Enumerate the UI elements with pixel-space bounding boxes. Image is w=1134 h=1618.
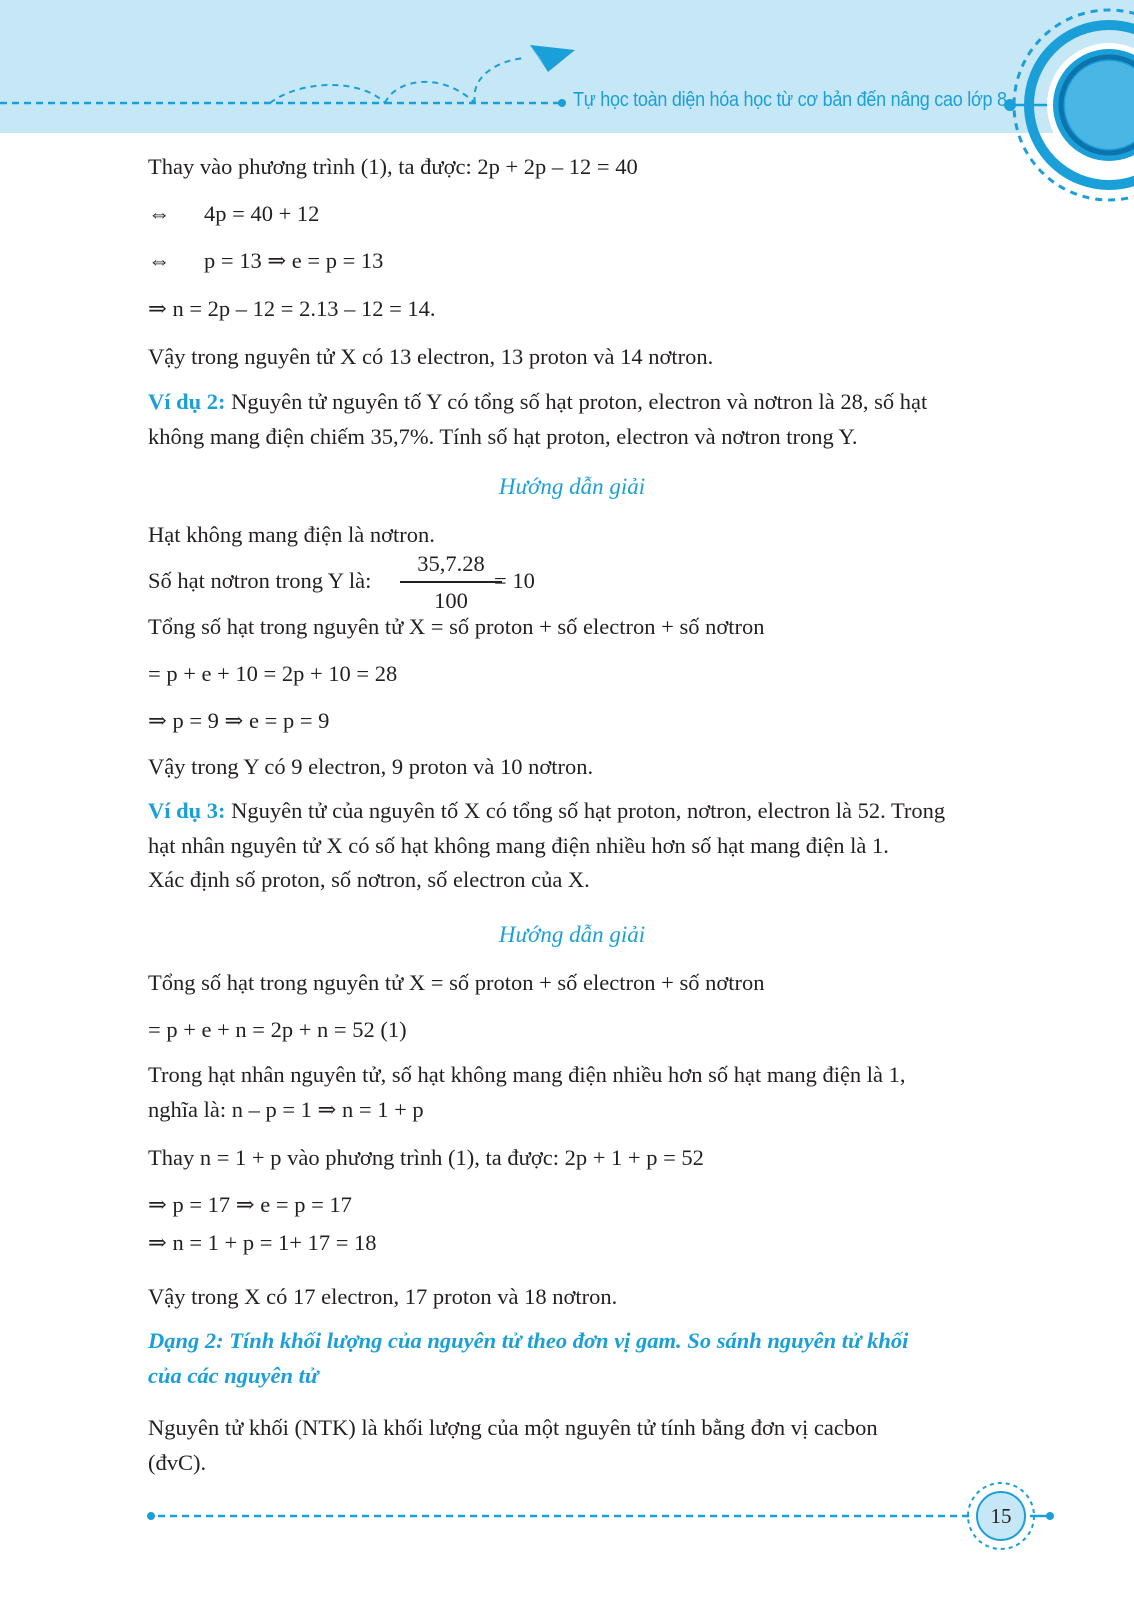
example-text: Nguyên tử nguyên tố Y có tổng số hạt proton, electron và nơtron là 28, số hạt — [225, 389, 928, 414]
equation-line: = p + e + n = 2p + n = 52 (1) — [148, 1017, 407, 1042]
running-header-title: Tự học toàn diện hóa học từ cơ bản đến nâng cao lớp 8 — [573, 89, 1007, 111]
text-paragraph — [148, 1411, 1005, 1480]
equivalence-symbol: ⇔ — [148, 201, 171, 226]
fraction-denominator: 100 — [434, 587, 468, 613]
example-label: Ví dụ 2: — [148, 389, 226, 414]
equation-line: ⇒ n = 1 + p = 1+ 17 = 18 — [148, 1230, 377, 1255]
fraction-result: = 10 — [494, 568, 535, 593]
section-heading-line: của các nguyên tử — [148, 1362, 319, 1388]
equation-line: = p + e + 10 = 2p + 10 = 28 — [148, 661, 398, 686]
equation-text: 4p = 40 + 12 — [204, 201, 320, 226]
text-line: Số hạt nơtron trong Y là: — [148, 568, 372, 593]
conclusion-line: Vậy trong nguyên tử X có 13 electron, 13 proton và 14 nơtron. — [148, 344, 714, 369]
text-line: Thay vào phương trình (1), ta được: 2p + 2p – 12 = 40 — [148, 154, 638, 179]
text-line: Thay n = 1 + p vào phương trình (1), ta được: 2p + 1 + p = 52 — [148, 1145, 704, 1170]
paragraph-line: Trong hạt nhân nguyên tử, số hạt không mang điện nhiều hơn số hạt mang điện là 1, — [148, 1062, 906, 1087]
example-3 — [148, 794, 1005, 898]
text-paragraph — [148, 1058, 1005, 1127]
paper-plane-icon — [530, 45, 575, 72]
conclusion-line: Vậy trong Y có 9 electron, 9 proton và 10 nơtron. — [148, 754, 594, 779]
page-number: 15 — [976, 1491, 1026, 1541]
equation-line — [148, 197, 319, 231]
equation-text: p = 13 ⇒ e = p = 13 — [204, 248, 384, 273]
solution-guide-heading: Hướng dẫn giải — [498, 922, 646, 947]
text-line: Tổng số hạt trong nguyên tử X = số proton + số electron + số nơtron — [148, 970, 765, 995]
example-label: Ví dụ 3: — [148, 798, 226, 823]
text-line: Tổng số hạt trong nguyên tử X = số proton + số electron + số nơtron — [148, 614, 765, 639]
fraction-bar — [400, 581, 502, 583]
section-heading-line: Dạng 2: Tính khối lượng của nguyên tử theo đơn vị gam. So sánh nguyên tử khối — [148, 1328, 909, 1353]
fraction — [400, 548, 502, 617]
paragraph-line: nghĩa là: n – p = 1 ⇒ n = 1 + p — [148, 1096, 424, 1122]
example-text: hạt nhân nguyên tử X có số hạt không mang điện nhiều hơn số hạt mang điện là 1. — [148, 832, 889, 858]
example-text: Xác định số proton, số nơtron, số electron của X. — [148, 867, 590, 892]
solution-guide-heading: Hướng dẫn giải — [498, 474, 646, 499]
section-heading — [148, 1324, 1005, 1393]
paragraph-line: Nguyên tử khối (NTK) là khối lượng của một nguyên tử tính bằng đơn vị cacbon — [148, 1415, 878, 1440]
equivalence-symbol: ⇔ — [148, 248, 171, 273]
example-text: không mang điện chiếm 35,7%. Tính số hạt proton, electron và nơtron trong Y. — [148, 423, 858, 449]
circle-target-icon — [1014, 10, 1134, 200]
equation-line: ⇒ n = 2p – 12 = 2.13 – 12 = 14. — [148, 296, 436, 321]
example-text: Nguyên tử của nguyên tố X có tổng số hạt proton, nơtron, electron là 52. Trong — [225, 798, 946, 823]
equation-line: ⇒ p = 17 ⇒ e = p = 17 — [148, 1192, 352, 1217]
equation-line: ⇒ p = 9 ⇒ e = p = 9 — [148, 708, 330, 733]
footer-decoration — [0, 1480, 1134, 1560]
conclusion-line: Vậy trong X có 17 electron, 17 proton và 18 nơtron. — [148, 1284, 618, 1309]
equation-line — [148, 244, 383, 278]
fraction-numerator: 35,7.28 — [417, 551, 485, 576]
example-2 — [148, 385, 1005, 454]
paragraph-line: (đvC). — [148, 1449, 207, 1475]
text-line: Hạt không mang điện là nơtron. — [148, 522, 435, 547]
